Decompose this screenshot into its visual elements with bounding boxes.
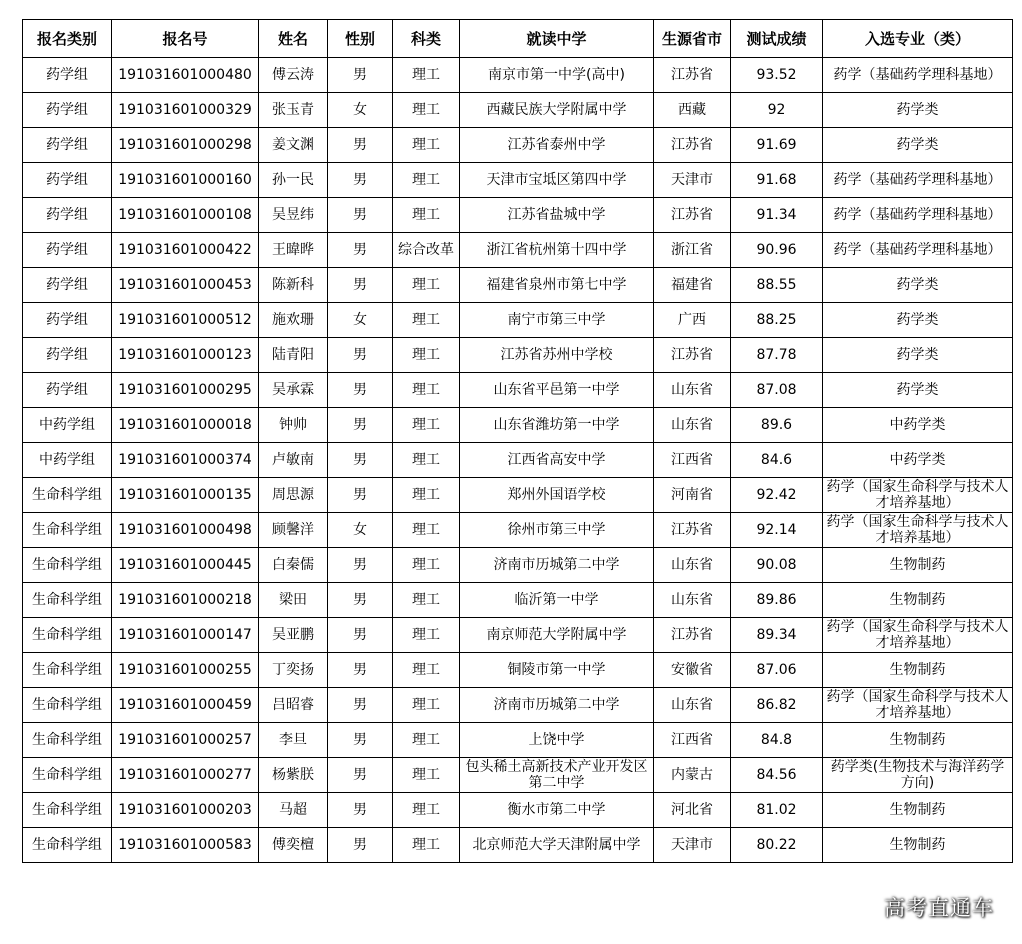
cell-subject-type: 理工 (393, 583, 460, 618)
cell-subject-type: 理工 (393, 373, 460, 408)
cell-selected-major: 药学（基础药学理科基地） (823, 58, 1013, 93)
table-body (23, 58, 1013, 863)
cell-subject-type: 综合改革 (393, 233, 460, 268)
cell-selected-major: 药学类(生物技术与海洋药学方向) (823, 758, 1013, 793)
cell-gender: 女 (328, 513, 393, 548)
cell-subject-type: 理工 (393, 338, 460, 373)
cell-high-school: 徐州市第三中学 (460, 513, 654, 548)
table-row (23, 338, 1013, 373)
cell-test-score: 88.25 (731, 303, 823, 338)
cell-name: 吴昱纬 (259, 198, 328, 233)
cell-high-school: 济南市历城第二中学 (460, 688, 654, 723)
cell-province: 内蒙古 (654, 758, 731, 793)
cell-registration-no: 191031601000512 (112, 303, 259, 338)
cell-name: 卢敏南 (259, 443, 328, 478)
cell-registration-no: 191031601000329 (112, 93, 259, 128)
cell-test-score: 92 (731, 93, 823, 128)
cell-gender: 男 (328, 128, 393, 163)
cell-name: 李旦 (259, 723, 328, 758)
cell-test-score: 88.55 (731, 268, 823, 303)
cell-name: 吕昭睿 (259, 688, 328, 723)
cell-name: 钟帅 (259, 408, 328, 443)
cell-category: 生命科学组 (23, 828, 112, 863)
cell-test-score: 87.08 (731, 373, 823, 408)
cell-subject-type: 理工 (393, 618, 460, 653)
table-row (23, 443, 1013, 478)
cell-registration-no: 191031601000135 (112, 478, 259, 513)
table-row (23, 93, 1013, 128)
table-row (23, 758, 1013, 793)
cell-registration-no: 191031601000445 (112, 548, 259, 583)
cell-name: 傅云涛 (259, 58, 328, 93)
cell-registration-no: 191031601000498 (112, 513, 259, 548)
cell-province: 安徽省 (654, 653, 731, 688)
cell-selected-major: 药学类 (823, 373, 1013, 408)
cell-selected-major: 生物制药 (823, 653, 1013, 688)
cell-subject-type: 理工 (393, 408, 460, 443)
cell-registration-no: 191031601000160 (112, 163, 259, 198)
cell-province: 江苏省 (654, 338, 731, 373)
cell-selected-major: 生物制药 (823, 793, 1013, 828)
cell-test-score: 84.56 (731, 758, 823, 793)
cell-high-school: 临沂第一中学 (460, 583, 654, 618)
cell-name: 白秦儒 (259, 548, 328, 583)
cell-gender: 男 (328, 618, 393, 653)
cell-name: 傅奕檀 (259, 828, 328, 863)
cell-subject-type: 理工 (393, 163, 460, 198)
cell-registration-no: 191031601000453 (112, 268, 259, 303)
cell-gender: 男 (328, 583, 393, 618)
cell-registration-no: 191031601000018 (112, 408, 259, 443)
cell-category: 中药学组 (23, 408, 112, 443)
cell-category: 药学组 (23, 233, 112, 268)
cell-subject-type: 理工 (393, 478, 460, 513)
cell-category: 生命科学组 (23, 478, 112, 513)
cell-high-school: 浙江省杭州第十四中学 (460, 233, 654, 268)
cell-selected-major: 药学类 (823, 93, 1013, 128)
cell-selected-major: 中药学类 (823, 408, 1013, 443)
cell-selected-major: 药学类 (823, 128, 1013, 163)
cell-registration-no: 191031601000295 (112, 373, 259, 408)
header-name: 姓名 (259, 20, 328, 58)
table-row (23, 723, 1013, 758)
admission-table (22, 19, 1013, 863)
cell-province: 山东省 (654, 583, 731, 618)
cell-name: 孙一民 (259, 163, 328, 198)
cell-category: 药学组 (23, 93, 112, 128)
cell-test-score: 84.8 (731, 723, 823, 758)
cell-gender: 男 (328, 548, 393, 583)
cell-category: 药学组 (23, 303, 112, 338)
cell-category: 药学组 (23, 128, 112, 163)
cell-selected-major: 药学（基础药学理科基地） (823, 198, 1013, 233)
cell-gender: 男 (328, 373, 393, 408)
cell-gender: 男 (328, 163, 393, 198)
table-header-row (23, 20, 1013, 58)
table-row (23, 303, 1013, 338)
cell-name: 吴亚鹏 (259, 618, 328, 653)
header-province: 生源省市 (654, 20, 731, 58)
cell-test-score: 80.22 (731, 828, 823, 863)
table-row (23, 373, 1013, 408)
table-row (23, 408, 1013, 443)
table-row (23, 163, 1013, 198)
cell-name: 王暐晔 (259, 233, 328, 268)
cell-test-score: 89.34 (731, 618, 823, 653)
cell-selected-major: 药学（国家生命科学与技术人才培养基地） (823, 618, 1013, 653)
cell-subject-type: 理工 (393, 128, 460, 163)
cell-test-score: 84.6 (731, 443, 823, 478)
cell-category: 药学组 (23, 373, 112, 408)
cell-name: 施欢珊 (259, 303, 328, 338)
cell-province: 江西省 (654, 723, 731, 758)
cell-subject-type: 理工 (393, 93, 460, 128)
cell-high-school: 江苏省盐城中学 (460, 198, 654, 233)
cell-selected-major: 药学（国家生命科学与技术人才培养基地） (823, 688, 1013, 723)
cell-name: 马超 (259, 793, 328, 828)
header-high-school: 就读中学 (460, 20, 654, 58)
cell-selected-major: 药学类 (823, 303, 1013, 338)
header-registration-no: 报名号 (112, 20, 259, 58)
cell-province: 江苏省 (654, 58, 731, 93)
cell-category: 药学组 (23, 58, 112, 93)
cell-category: 生命科学组 (23, 723, 112, 758)
cell-province: 河南省 (654, 478, 731, 513)
cell-gender: 男 (328, 338, 393, 373)
cell-high-school: 衡水市第二中学 (460, 793, 654, 828)
cell-category: 中药学组 (23, 443, 112, 478)
cell-selected-major: 中药学类 (823, 443, 1013, 478)
cell-registration-no: 191031601000255 (112, 653, 259, 688)
cell-high-school: 济南市历城第二中学 (460, 548, 654, 583)
table-row (23, 548, 1013, 583)
cell-province: 江苏省 (654, 513, 731, 548)
cell-category: 生命科学组 (23, 793, 112, 828)
cell-high-school: 山东省平邑第一中学 (460, 373, 654, 408)
cell-selected-major: 生物制药 (823, 548, 1013, 583)
cell-province: 山东省 (654, 548, 731, 583)
cell-registration-no: 191031601000298 (112, 128, 259, 163)
header-test-score: 测试成绩 (731, 20, 823, 58)
cell-selected-major: 生物制药 (823, 583, 1013, 618)
cell-test-score: 92.14 (731, 513, 823, 548)
header-gender: 性别 (328, 20, 393, 58)
cell-category: 生命科学组 (23, 618, 112, 653)
cell-subject-type: 理工 (393, 198, 460, 233)
cell-province: 广西 (654, 303, 731, 338)
cell-subject-type: 理工 (393, 443, 460, 478)
cell-category: 药学组 (23, 198, 112, 233)
cell-high-school: 南京市第一中学(高中) (460, 58, 654, 93)
cell-high-school: 上饶中学 (460, 723, 654, 758)
cell-selected-major: 药学（国家生命科学与技术人才培养基地） (823, 513, 1013, 548)
cell-name: 陆青阳 (259, 338, 328, 373)
cell-registration-no: 191031601000147 (112, 618, 259, 653)
cell-subject-type: 理工 (393, 653, 460, 688)
cell-subject-type: 理工 (393, 758, 460, 793)
cell-gender: 男 (328, 828, 393, 863)
cell-category: 药学组 (23, 268, 112, 303)
cell-province: 山东省 (654, 408, 731, 443)
table-row (23, 478, 1013, 513)
cell-gender: 女 (328, 93, 393, 128)
table-row (23, 128, 1013, 163)
cell-province: 江苏省 (654, 128, 731, 163)
cell-subject-type: 理工 (393, 58, 460, 93)
cell-registration-no: 191031601000277 (112, 758, 259, 793)
cell-test-score: 81.02 (731, 793, 823, 828)
table-row (23, 583, 1013, 618)
cell-registration-no: 191031601000108 (112, 198, 259, 233)
cell-province: 天津市 (654, 828, 731, 863)
cell-high-school: 山东省潍坊第一中学 (460, 408, 654, 443)
cell-gender: 男 (328, 198, 393, 233)
cell-high-school: 天津市宝坻区第四中学 (460, 163, 654, 198)
cell-subject-type: 理工 (393, 513, 460, 548)
cell-gender: 男 (328, 268, 393, 303)
header-category: 报名类别 (23, 20, 112, 58)
cell-subject-type: 理工 (393, 828, 460, 863)
cell-province: 西藏 (654, 93, 731, 128)
cell-gender: 男 (328, 723, 393, 758)
cell-high-school: 南京师范大学附属中学 (460, 618, 654, 653)
cell-selected-major: 药学（国家生命科学与技术人才培养基地） (823, 478, 1013, 513)
cell-province: 河北省 (654, 793, 731, 828)
cell-gender: 男 (328, 758, 393, 793)
cell-gender: 男 (328, 688, 393, 723)
cell-test-score: 87.78 (731, 338, 823, 373)
cell-name: 吴承霖 (259, 373, 328, 408)
cell-province: 福建省 (654, 268, 731, 303)
cell-registration-no: 191031601000203 (112, 793, 259, 828)
cell-high-school: 铜陵市第一中学 (460, 653, 654, 688)
cell-gender: 男 (328, 443, 393, 478)
cell-gender: 女 (328, 303, 393, 338)
cell-test-score: 89.86 (731, 583, 823, 618)
cell-registration-no: 191031601000583 (112, 828, 259, 863)
table-row (23, 793, 1013, 828)
cell-test-score: 86.82 (731, 688, 823, 723)
cell-name: 丁奕扬 (259, 653, 328, 688)
cell-province: 江西省 (654, 443, 731, 478)
cell-category: 生命科学组 (23, 548, 112, 583)
cell-selected-major: 生物制药 (823, 828, 1013, 863)
table-row (23, 233, 1013, 268)
cell-registration-no: 191031601000480 (112, 58, 259, 93)
cell-gender: 男 (328, 653, 393, 688)
cell-high-school: 南宁市第三中学 (460, 303, 654, 338)
cell-name: 姜文渊 (259, 128, 328, 163)
cell-test-score: 93.52 (731, 58, 823, 93)
cell-test-score: 90.08 (731, 548, 823, 583)
cell-subject-type: 理工 (393, 688, 460, 723)
cell-test-score: 91.34 (731, 198, 823, 233)
admission-list-sheet (22, 19, 1012, 863)
cell-category: 生命科学组 (23, 583, 112, 618)
cell-subject-type: 理工 (393, 793, 460, 828)
cell-gender: 男 (328, 233, 393, 268)
cell-subject-type: 理工 (393, 303, 460, 338)
cell-registration-no: 191031601000257 (112, 723, 259, 758)
cell-province: 浙江省 (654, 233, 731, 268)
cell-province: 山东省 (654, 688, 731, 723)
cell-category: 药学组 (23, 163, 112, 198)
watermark-text: 高考直通车 (884, 896, 994, 920)
cell-test-score: 92.42 (731, 478, 823, 513)
cell-test-score: 91.69 (731, 128, 823, 163)
cell-name: 周思源 (259, 478, 328, 513)
cell-subject-type: 理工 (393, 723, 460, 758)
cell-high-school: 郑州外国语学校 (460, 478, 654, 513)
cell-gender: 男 (328, 793, 393, 828)
cell-selected-major: 药学类 (823, 338, 1013, 373)
table-row (23, 268, 1013, 303)
cell-province: 江苏省 (654, 198, 731, 233)
table-row (23, 618, 1013, 653)
cell-province: 江苏省 (654, 618, 731, 653)
cell-category: 生命科学组 (23, 758, 112, 793)
cell-gender: 男 (328, 58, 393, 93)
cell-high-school: 北京师范大学天津附属中学 (460, 828, 654, 863)
table-row (23, 58, 1013, 93)
cell-registration-no: 191031601000422 (112, 233, 259, 268)
cell-province: 山东省 (654, 373, 731, 408)
table-row (23, 828, 1013, 863)
cell-name: 张玉青 (259, 93, 328, 128)
cell-name: 陈新科 (259, 268, 328, 303)
cell-category: 生命科学组 (23, 688, 112, 723)
cell-registration-no: 191031601000459 (112, 688, 259, 723)
cell-subject-type: 理工 (393, 268, 460, 303)
cell-high-school: 江苏省苏州中学校 (460, 338, 654, 373)
cell-registration-no: 191031601000123 (112, 338, 259, 373)
cell-high-school: 包头稀土高新技术产业开发区第二中学 (460, 758, 654, 793)
cell-name: 杨紫朕 (259, 758, 328, 793)
table-row (23, 513, 1013, 548)
cell-registration-no: 191031601000374 (112, 443, 259, 478)
cell-test-score: 89.6 (731, 408, 823, 443)
cell-registration-no: 191031601000218 (112, 583, 259, 618)
cell-gender: 男 (328, 408, 393, 443)
cell-province: 天津市 (654, 163, 731, 198)
table-row (23, 688, 1013, 723)
cell-selected-major: 药学（基础药学理科基地） (823, 233, 1013, 268)
cell-name: 顾馨洋 (259, 513, 328, 548)
header-subject-type: 科类 (393, 20, 460, 58)
cell-category: 生命科学组 (23, 513, 112, 548)
cell-category: 药学组 (23, 338, 112, 373)
cell-high-school: 西藏民族大学附属中学 (460, 93, 654, 128)
cell-name: 梁田 (259, 583, 328, 618)
table-row (23, 198, 1013, 233)
cell-high-school: 福建省泉州市第七中学 (460, 268, 654, 303)
table-row (23, 653, 1013, 688)
cell-test-score: 90.96 (731, 233, 823, 268)
cell-selected-major: 生物制药 (823, 723, 1013, 758)
cell-high-school: 江苏省泰州中学 (460, 128, 654, 163)
cell-selected-major: 药学（基础药学理科基地） (823, 163, 1013, 198)
cell-selected-major: 药学类 (823, 268, 1013, 303)
header-selected-major: 入选专业（类） (823, 20, 1013, 58)
cell-gender: 男 (328, 478, 393, 513)
cell-test-score: 87.06 (731, 653, 823, 688)
cell-subject-type: 理工 (393, 548, 460, 583)
cell-test-score: 91.68 (731, 163, 823, 198)
cell-category: 生命科学组 (23, 653, 112, 688)
cell-high-school: 江西省高安中学 (460, 443, 654, 478)
